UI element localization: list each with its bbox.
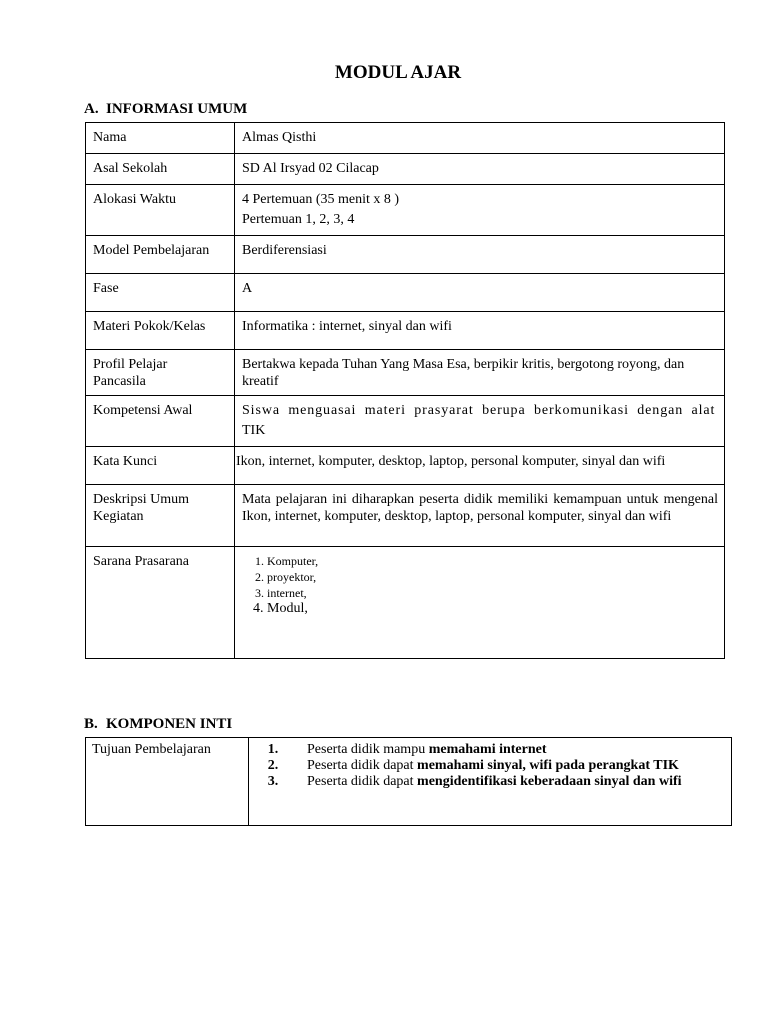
row-label [86, 485, 235, 547]
table-row [86, 123, 725, 154]
row-label: Nama [86, 123, 235, 154]
row-value [249, 738, 732, 826]
sarana-list [242, 553, 718, 617]
table-row [86, 396, 725, 447]
row-label: Asal Sekolah [86, 154, 235, 185]
table-row [86, 236, 725, 274]
list-item: 2. proyektor, [267, 569, 718, 585]
row-label: Model Pembelajaran [86, 236, 235, 274]
table-row [86, 274, 725, 312]
value-line: Pertemuan 1, 2, 3, 4 [242, 212, 355, 227]
table-row [86, 485, 725, 547]
goal-text [291, 774, 731, 790]
row-label: Materi Pokok/Kelas [86, 312, 235, 350]
goal-text [291, 742, 731, 758]
label-line: Kegiatan [93, 509, 144, 524]
goal-bold: memahami internet [428, 742, 547, 757]
page-title: MODUL AJAR [334, 62, 462, 83]
row-value: Ikon, internet, komputer, desktop, laptop, personal komputer, sinyal dan wifi [235, 447, 725, 485]
value-line: Siswa menguasai materi prasyarat berupa berkomunikasi dengan alat [242, 403, 716, 418]
row-label [86, 350, 235, 396]
row-value [235, 185, 725, 236]
row-value: SD Al Irsyad 02 Cilacap [235, 154, 725, 185]
goal-bold: mengidentifikasi keberadaan sinyal dan wifi [417, 774, 682, 789]
goal-number: 3. [267, 774, 279, 789]
row-label: Kata Kunci [86, 447, 235, 485]
row-label: Fase [86, 274, 235, 312]
section-b-heading [84, 716, 232, 733]
table-row [86, 185, 725, 236]
label-line: Profil Pelajar [93, 357, 168, 372]
table-row [86, 154, 725, 185]
value-line: 4 Pertemuan (35 menit x 8 ) [242, 192, 400, 207]
table-row [86, 547, 725, 659]
row-value [235, 547, 725, 659]
goal-number: 1. [267, 742, 279, 757]
table-row [86, 312, 725, 350]
row-value: Almas Qisthi [235, 123, 725, 154]
row-value: Mata pelajaran ini diharapkan peserta didik memiliki kemampuan untuk mengenal Ikon, internet, komputer, desktop, laptop, personal komputer, sinyal dan wifi [235, 485, 725, 547]
informasi-umum-table [85, 122, 725, 659]
goal-bold: memahami sinyal, wifi pada perangkat TIK [417, 758, 679, 773]
row-value: Informatika : internet, sinyal dan wifi [235, 312, 725, 350]
section-b-letter: B. [84, 716, 98, 732]
row-value: Bertakwa kepada Tuhan Yang Masa Esa, berpikir kritis, bergotong royong, dan kreatif [235, 350, 725, 396]
goal-text [291, 758, 731, 774]
section-a-heading [84, 101, 247, 118]
label-line: Deskripsi Umum [93, 492, 190, 507]
goal-item [255, 758, 731, 774]
goal-number: 2. [267, 758, 279, 773]
list-item: 1. Komputer, [267, 553, 718, 569]
row-value: Berdiferensiasi [235, 236, 725, 274]
list-item: 3. internet, [267, 585, 718, 601]
row-label: Sarana Prasarana [86, 547, 235, 659]
row-label: Tujuan Pembelajaran [86, 738, 249, 826]
goal-prefix: Peserta didik mampu [307, 742, 429, 757]
row-label: Alokasi Waktu [86, 185, 235, 236]
label-line: Pancasila [93, 374, 146, 389]
section-a-letter: A. [84, 101, 99, 117]
komponen-inti-table [85, 737, 732, 826]
section-a-title: INFORMASI UMUM [106, 101, 248, 117]
goal-item [255, 774, 731, 790]
goal-prefix: Peserta didik dapat [307, 774, 418, 789]
goal-prefix: Peserta didik dapat [307, 758, 418, 773]
value-line: TIK [242, 423, 266, 438]
table-row [86, 350, 725, 396]
section-b-title: KOMPONEN INTI [106, 716, 233, 732]
goal-item [255, 742, 731, 758]
list-item: 4. Modul, [267, 601, 718, 617]
row-label: Kompetensi Awal [86, 396, 235, 447]
table-row [86, 447, 725, 485]
table-row [86, 738, 732, 826]
row-value [235, 396, 725, 447]
row-value: A [235, 274, 725, 312]
